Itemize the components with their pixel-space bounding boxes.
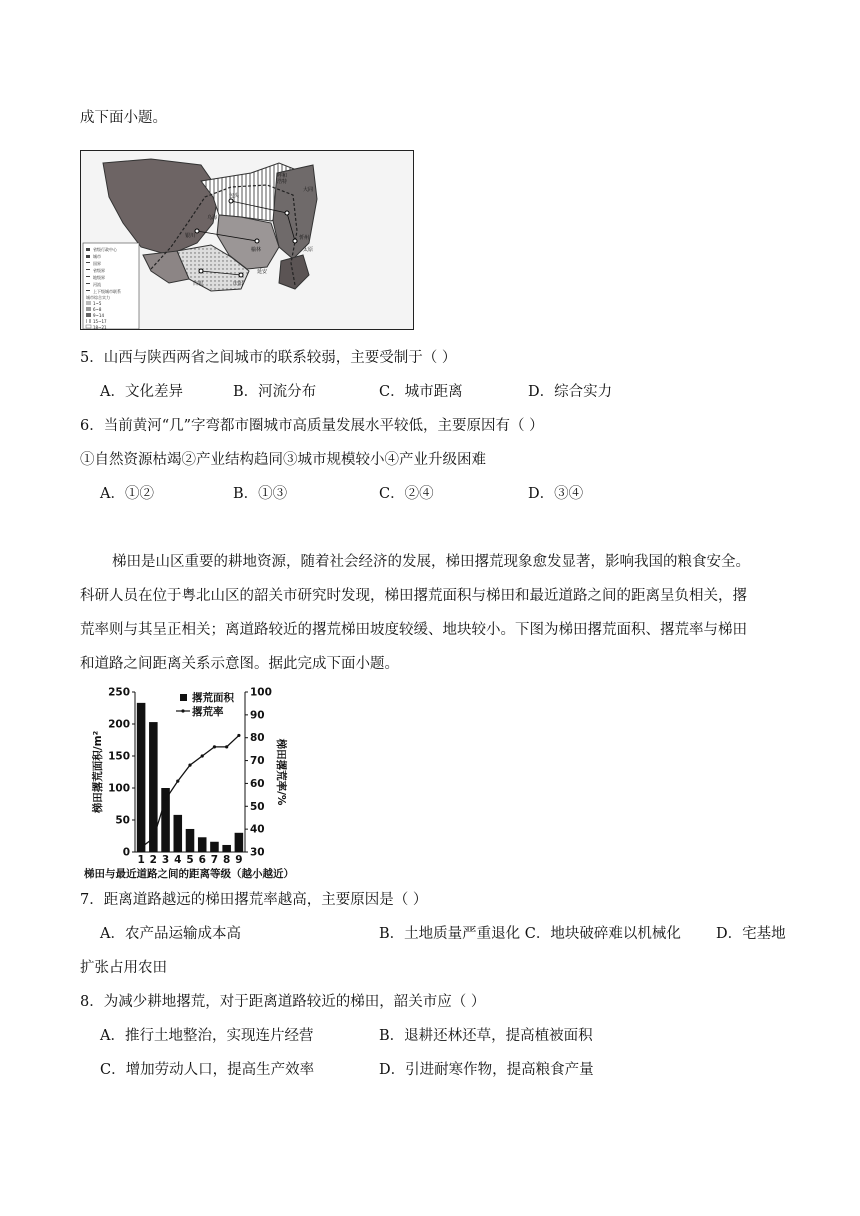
svg-text:城市: 城市 [93, 254, 101, 259]
svg-text:省级行政中心: 省级行政中心 [93, 247, 117, 252]
chart-svg [80, 684, 315, 879]
chart-right-tick-label: 60 [250, 777, 265, 790]
yellow-river-region-map [80, 150, 414, 330]
q6-option-b: B．①③ [233, 486, 288, 502]
chart-right-tick-label: 70 [250, 755, 265, 768]
chart-bar [174, 815, 183, 852]
map-region-southeast [279, 255, 309, 289]
chart-bar [186, 829, 195, 852]
svg-text:大同: 大同 [303, 187, 314, 193]
svg-text:榆林: 榆林 [251, 247, 262, 253]
passage-line-2: 科研人员在位于粤北山区的韶关市研究时发现，梯田撂荒面积与梯田和最近道路之间的距离呈负相关，撂 [80, 588, 747, 604]
q7-option-d: D．宅基地 [716, 926, 786, 942]
svg-text:9~14: 9~14 [93, 313, 104, 318]
chart-left-tick-label: 200 [108, 718, 130, 731]
svg-text:河流: 河流 [93, 282, 101, 287]
chart-left-tick-label: 0 [122, 846, 130, 859]
svg-text:浩特: 浩特 [277, 179, 288, 185]
chart-x-tick-label: 5 [186, 854, 194, 866]
chart-rate-point [164, 798, 167, 801]
chart-legend-bar-label: 撂荒面积 [192, 692, 234, 704]
q6-option-d: D．③④ [528, 486, 584, 502]
svg-text:乌海: 乌海 [207, 215, 218, 221]
chart-x-tick-label: 7 [210, 854, 219, 866]
svg-text:18~21: 18~21 [93, 325, 107, 330]
svg-text:国界: 国界 [93, 261, 101, 266]
q6-stem: 6．当前黄河“几”字弯都市圈城市高质量发展水平较低，主要原因有（ ） [80, 418, 544, 434]
chart-left-tick-label: 250 [108, 686, 130, 699]
chart-right-tick-label: 40 [250, 823, 265, 836]
chart-rate-point [213, 745, 216, 748]
q8-option-a: A．推行土地整治，实现连片经营 [100, 1028, 314, 1044]
svg-text:包头: 包头 [229, 193, 240, 199]
chart-left-tick-label: 50 [115, 814, 130, 827]
q7-option-b-c: B．土地质量严重退化 C．地块破碎难以机械化 [379, 926, 681, 942]
chart-bar [161, 788, 170, 852]
chart-rate-point [237, 734, 240, 737]
q6-option-c: C．②④ [379, 486, 434, 502]
svg-text:白银: 白银 [193, 281, 204, 287]
q7-stem: 7．距离道路越远的梯田撂荒率越高，主要原因是（ ） [80, 892, 428, 908]
svg-text:15~17: 15~17 [93, 319, 107, 324]
chart-right-tick-label: 50 [250, 800, 265, 813]
chart-legend-line-marker [181, 709, 184, 712]
chart-rate-point [140, 846, 143, 849]
chart-x-tick-label: 6 [198, 854, 206, 866]
svg-text:忻州: 忻州 [299, 235, 310, 241]
chart-x-tick-label: 1 [137, 854, 145, 866]
intro-tail: 成下面小题。 [80, 110, 167, 126]
chart-x-tick-label: 8 [223, 854, 231, 866]
chart-rate-point [225, 745, 228, 748]
chart-bar [149, 722, 158, 852]
chart-legend-line-label: 撂荒率 [192, 706, 224, 718]
chart-legend-bar-swatch [180, 694, 187, 701]
q8-option-d: D．引进耐寒作物，提高粮食产量 [379, 1062, 594, 1078]
svg-text:延安: 延安 [257, 269, 268, 275]
svg-text:城市综合实力: 城市综合实力 [86, 295, 110, 300]
svg-text:1~5: 1~5 [93, 301, 102, 306]
chart-right-axis-title: 梯田撂荒率/% [275, 738, 287, 806]
chart-bar [210, 842, 219, 852]
chart-bar [137, 703, 146, 852]
q5-option-b: B．河流分布 [233, 384, 317, 400]
passage-line-3: 荒率则与其呈正相关；离道路较近的撂荒梯田坡度较缓、地块较小。下图为梯田撂荒面积、撂荒率与梯田 [80, 622, 747, 638]
chart-rate-point [176, 780, 179, 783]
chart-right-tick-label: 100 [250, 686, 272, 699]
svg-text:庆阳: 庆阳 [233, 281, 244, 287]
passage-line-4: 和道路之间距离关系示意图。据此完成下面小题。 [80, 656, 399, 672]
svg-text:银川: 银川 [185, 233, 196, 239]
svg-text:地级界: 地级界 [93, 275, 105, 280]
passage-line-1: 梯田是山区重要的耕地资源，随着社会经济的发展，梯田撂荒现象愈发显著，影响我国的粮食安全。 [112, 554, 750, 570]
q7-option-d-continued: 扩张占用农田 [80, 960, 167, 976]
terrace-abandonment-chart [80, 684, 315, 879]
svg-text:6~8: 6~8 [93, 307, 102, 312]
q6-option-a: A．①② [100, 486, 154, 502]
chart-left-tick-label: 100 [108, 782, 130, 795]
q8-option-b: B．退耕还林还草，提高植被面积 [379, 1028, 593, 1044]
chart-right-tick-label: 90 [250, 709, 265, 722]
map-drawing [81, 151, 414, 330]
chart-right-tick-label: 80 [250, 732, 265, 745]
chart-rate-point [188, 764, 191, 767]
svg-text:上下级城市联系: 上下级城市联系 [93, 289, 121, 294]
chart-x-tick-label: 3 [161, 854, 170, 866]
chart-bar [198, 837, 207, 852]
chart-bar [235, 833, 244, 852]
svg-text:呼和: 呼和 [277, 173, 288, 179]
chart-x-tick-label: 4 [174, 854, 182, 866]
chart-x-tick-label: 2 [149, 854, 157, 866]
chart-right-tick-label: 30 [250, 846, 265, 859]
svg-text:太原: 太原 [303, 247, 314, 253]
q5-option-d: D．综合实力 [528, 384, 613, 400]
q5-option-a: A．文化差异 [100, 384, 183, 400]
chart-rate-point [152, 837, 155, 840]
chart-x-tick-label: 9 [235, 854, 243, 866]
chart-x-axis-title: 梯田与最近道路之间的距离等级（越小越近） [84, 868, 294, 879]
map-region-west [103, 159, 219, 255]
q8-stem: 8．为减少耕地撂荒，对于距离道路较近的梯田，韶关市应（ ） [80, 994, 486, 1010]
chart-rate-point [201, 754, 204, 757]
chart-bar [222, 845, 231, 852]
q7-option-a: A．农产品运输成本高 [100, 926, 241, 942]
chart-left-axis-title: 梯田撂荒面积/m² [92, 730, 104, 814]
q6-items: ①自然资源枯竭②产业结构趋同③城市规模较小④产业升级困难 [80, 452, 486, 468]
svg-text:省级界: 省级界 [93, 268, 105, 273]
chart-left-tick-label: 150 [108, 750, 130, 763]
q5-option-c: C．城市距离 [379, 384, 463, 400]
q8-option-c: C．增加劳动人口，提高生产效率 [100, 1062, 315, 1078]
q5-stem: 5．山西与陕西两省之间城市的联系较弱，主要受制于（ ） [80, 350, 457, 366]
